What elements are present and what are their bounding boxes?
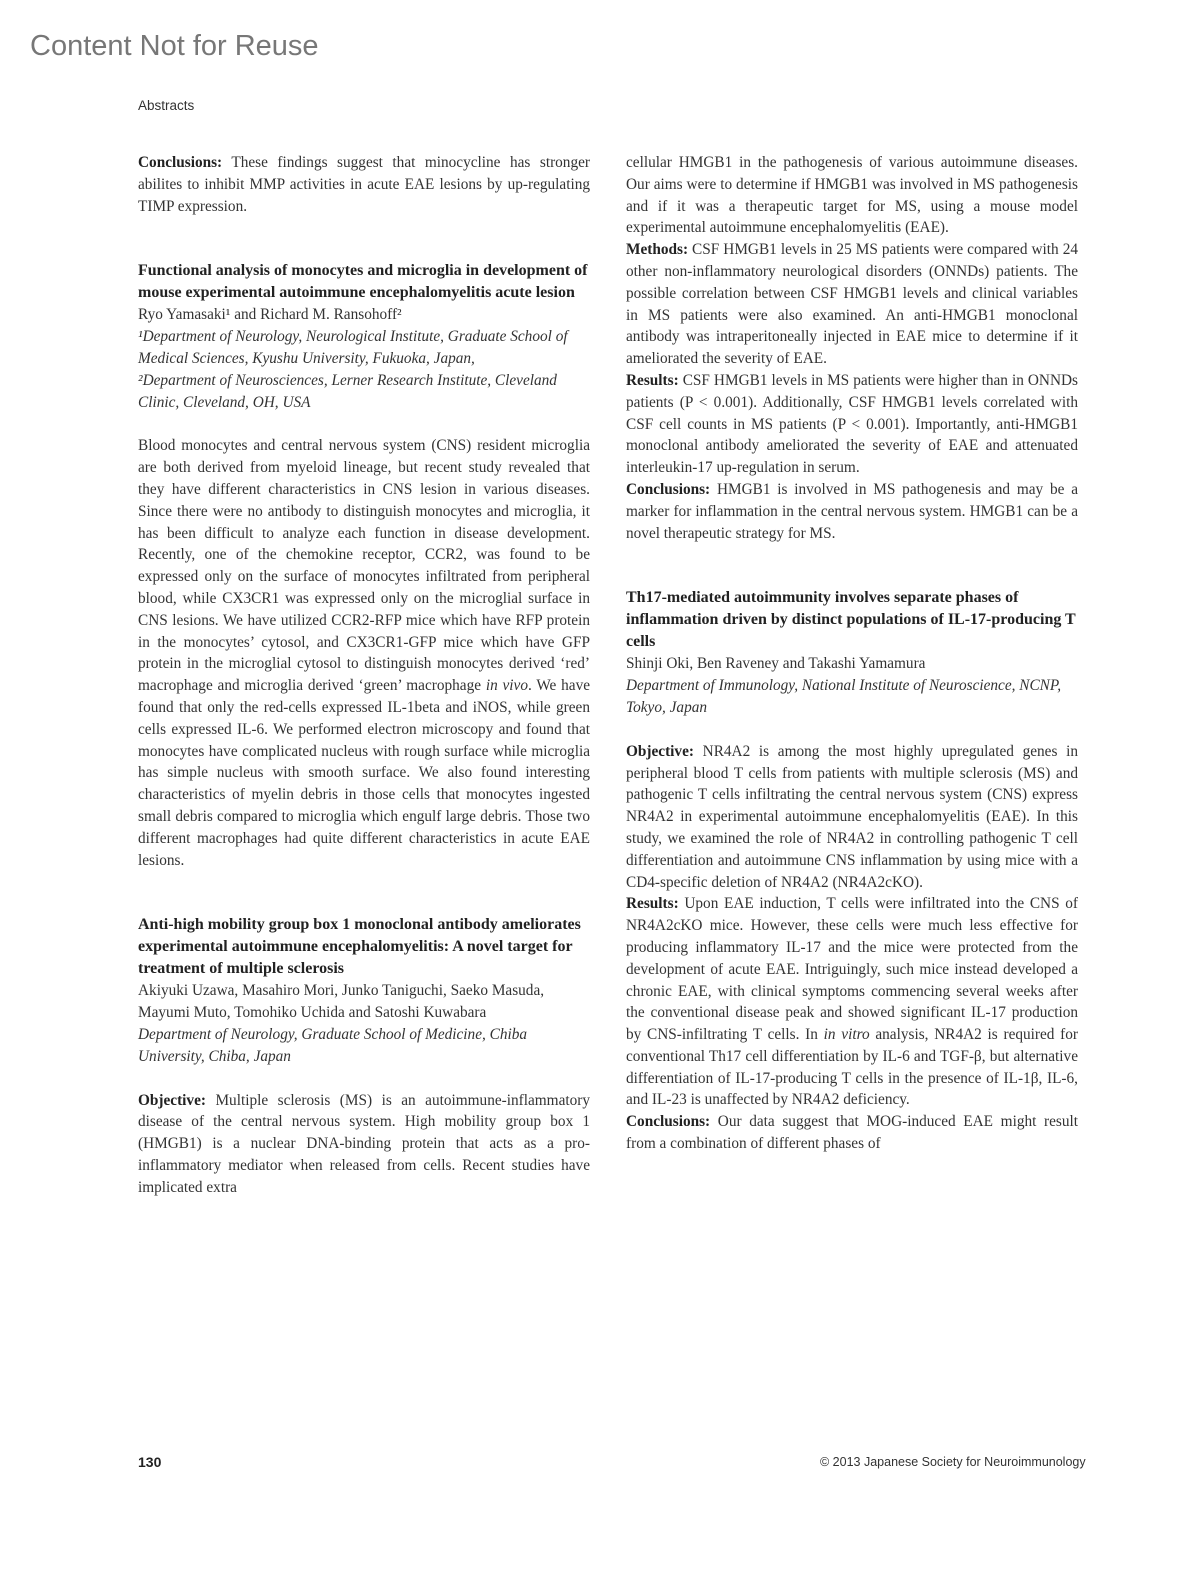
abstract-affiliation: Department of Neurology, Graduate School of Medicine, Chiba University, Chiba, Japan [138,1025,528,1065]
section-label: Objective: [138,1091,206,1109]
abstract-title: Anti-high mobility group box 1 monoclonal antibody ameliorates experimental autoimmune encephalomyelitis: A novel target for treatment of multiple sclerosis [138,916,581,978]
abstract-objective-continued: cellular HMGB1 in the pathogenesis of various autoimmune diseases. Our aims were to determine if HMGB1 was involved in MS pathogenesis and if it was a therapeutic target for MS, using a mouse model experimental autoimmune encephalomyelitis (EAE). [626,154,1078,237]
watermark-text: Content Not for Reuse [30,30,319,62]
section-text: Upon EAE induction, T cells were infiltrated into the CNS of NR4A2cKO mice. However, these cells were much less effective for producing inflammatory IL-17 and the mice were protected from the development of acute EAE. Intriguingly, such mice instead developed a chronic EAE, with clinical symptoms commencing several weeks after the conventional disease peak and showed significant IL-17 production by CNS-infiltrating T cells. In [626,895,1078,1044]
section-label: Conclusions: [626,480,711,498]
abstract-authors: Shinji Oki, Ben Raveney and Takashi Yamamura [626,655,926,673]
abstract-conclusions [626,1111,1078,1155]
page-number: 130 [138,1454,162,1470]
section-label: Results: [626,371,679,389]
abstract-methods [626,239,1078,370]
right-column [626,152,1078,1155]
copyright-notice: © 2013 Japanese Society for Neuroimmunology [820,1455,1086,1469]
abstract-results [626,370,1078,479]
body-text: Blood monocytes and central nervous system (CNS) resident microglia are both derived from myeloid lineage, but recent study revealed that they have different characteristics in CNS lesion in various diseases. Since there were no antibody to distinguish monocytes and microglia, it has been difficult to analyze each function in disease development. Recently, one of the chemokine receptor, CCR2, was found to be expressed only on the surface of monocytes infiltrated from peripheral blood, while CX3CR1 was expressed only on the microglial surface in CNS lesions. We have utilized CCR2-RFP mice which have RFP protein in the monocytes’ cytosol, and CX3CR1-GFP mice which have GFP protein in the microglial cytosol to distinguish monocytes derived ‘red’ macrophage and microglia derived ‘green’ macrophage [138,437,590,695]
abstract-body [138,435,590,871]
abstract-affiliation: ²Department of Neurosciences, Lerner Research Institute, Cleveland Clinic, Cleveland, OH, USA [138,371,557,411]
abstract-affiliation: Department of Immunology, National Institute of Neuroscience, NCNP, Tokyo, Japan [626,677,1062,716]
running-head: Abstracts [138,98,195,113]
section-label: Methods: [626,241,689,259]
section-text: NR4A2 is among the most highly upregulated genes in peripheral blood T cells from patients with multiple sclerosis (MS) and pathogenic T cells infiltrating the central nervous system (CNS) express NR4A2 in experimental autoimmune encephalomyelitis (EAE). In this study, we examined the role of NR4A2 in controlling pathogenic T cell differentiation and autoimmune CNS inflammation by using mice with a CD4-specific deletion of NR4A2 (NR4A2cKO). [626,742,1078,891]
section-text: analysis, NR4A2 is required for conventional Th17 cell differentiation by IL-6 and TGF-β, but alternative differentiation of IL-17-producing T cells in the presence of IL-1β, IL-6, and IL-23 is unaffected by NR4A2 deficiency. [626,1026,1079,1109]
section-text: Our data suggest that MOG-induced EAE might result from a combination of different phases of [626,1113,1078,1153]
section-label: Objective: [626,742,694,760]
abstract-objective [138,1090,590,1199]
abstract-authors: Ryo Yamasaki¹ and Richard M. Ransohoff² [138,306,402,324]
section-text: CSF HMGB1 levels in 25 MS patients were compared with 24 other non-inflammatory neurological disorders (ONNDs) patients. The possible correlation between CSF HMGB1 levels and clinical variables in MS patients were also examined. An anti-HMGB1 monoclonal antibody was intraperitoneally injected in EAE mice to determine if it ameliorated the severity of EAE. [626,241,1078,368]
body-italic: in vitro [823,1026,870,1044]
abstract-affiliation: ¹Department of Neurology, Neurological Institute, Graduate School of Medical Sciences, Kyushu University, Fukuoka, Japan, [138,328,568,367]
abstract-conclusions [626,479,1078,544]
abstract-results [626,893,1078,1111]
abstract-objective [626,741,1078,894]
section-text: Multiple sclerosis (MS) is an autoimmune-inflammatory disease of the central nervous system. High mobility group box 1 (HMGB1) is a nuclear DNA-binding protein that acts as a pro-inflammatory mediator when released from cells. Recent studies have implicated extra [138,1091,590,1196]
section-label: Results: [626,895,679,913]
section-label: Conclusions: [138,154,223,171]
section-text: These findings suggest that minocycline has stronger abilites to inhibit MMP activities in acute EAE lesions by up-regulating TIMP expression. [138,154,590,215]
section-label: Conclusions: [626,1113,711,1131]
abstract-authors: Akiyuki Uzawa, Masahiro Mori, Junko Taniguchi, Saeko Masuda, Mayumi Muto, Tomohiko Uchida and Satoshi Kuwabara [138,982,545,1022]
previous-abstract-conclusions [138,152,590,217]
body-italic: in vivo [485,677,528,695]
body-text: . We have found that only the red-cells expressed IL-1beta and iNOS, while green cells expressed IL-6. We performed electron microscopy and found that monocytes have complicated nucleus with rough surface while microglia has simple nucleus with smooth surface. We also found interesting characteristics of myelin debris in those cells that monocytes ingested small debris compared to microglia which engulf large debris. Those two different macrophages had quite different characteristics in acute EAE lesions. [138,677,591,869]
section-text: HMGB1 is involved in MS pathogenesis and may be a marker for inflammation in the central nervous system. HMGB1 can be a novel therapeutic strategy for MS. [626,480,1078,542]
abstract-title: Th17-mediated autoimmunity involves separate phases of inflammation driven by distinct populations of IL-17-producing T cells [626,589,1076,651]
section-text: CSF HMGB1 levels in MS patients were higher than in ONNDs patients (P < 0.001). Additionally, CSF HMGB1 levels correlated with CSF cell counts in MS patients (P < 0.001). Importantly, anti-HMGB1 monoclonal antibody ameliorated the severity of EAE and attenuated interleukin-17 up-regulation in serum. [626,371,1078,477]
abstract-title: Functional analysis of monocytes and microglia in development of mouse experimental autoimmune encephalomyelitis acute lesion [138,262,588,302]
left-column [138,152,590,1198]
